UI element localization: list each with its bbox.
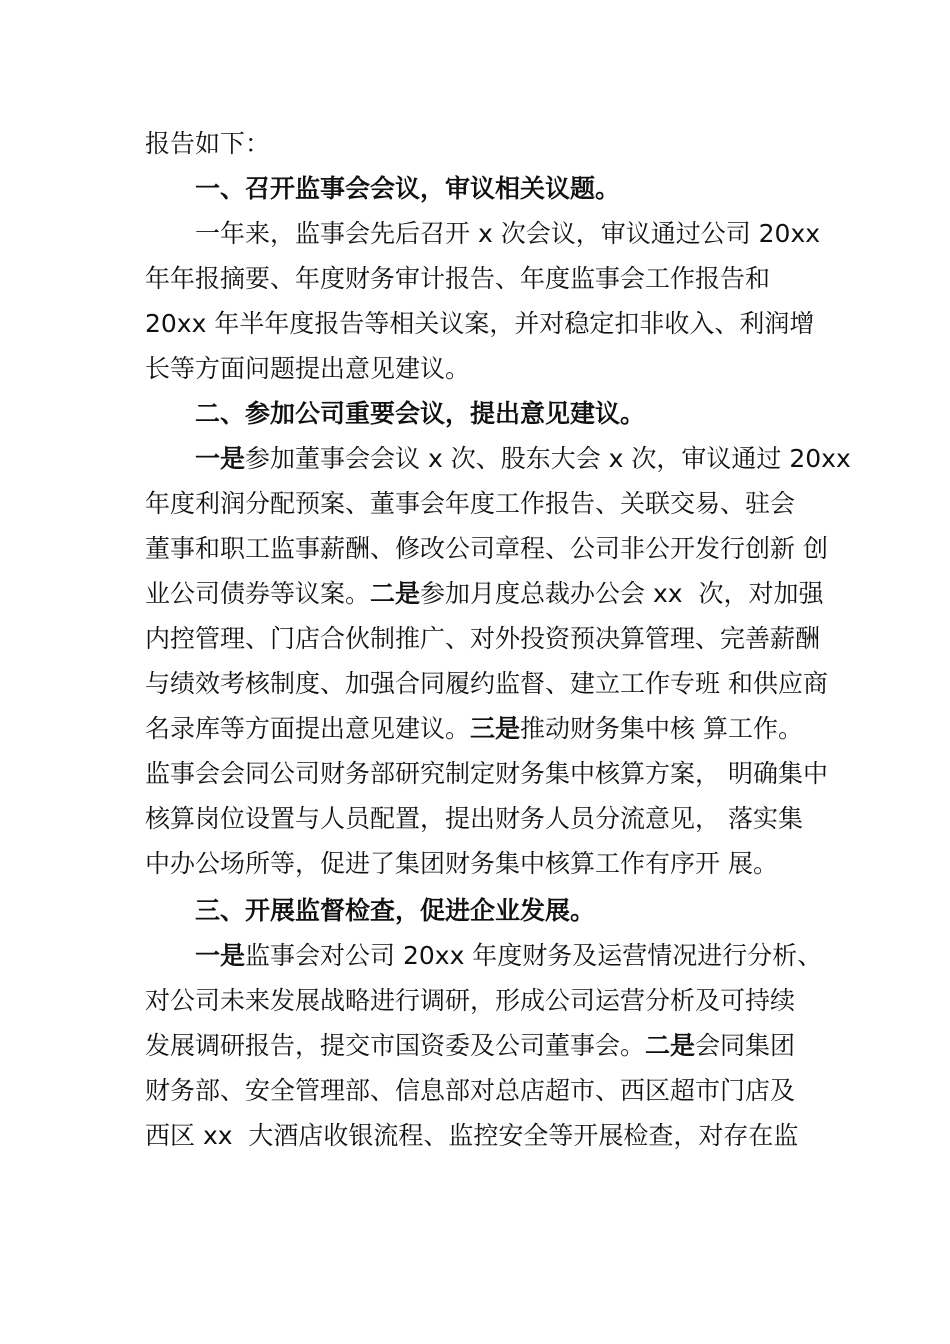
line-text: 董事和职工监事薪酬、修改公司章程、公司非公开发行创新 创 (145, 534, 828, 563)
heading-text: 三、开展监督检查，促进企业发展。 (195, 896, 596, 925)
line-text: 年年报摘要、年度财务审计报告、年度监事会工作报告和 (145, 264, 771, 293)
text-line (145, 667, 828, 701)
text-line (145, 802, 803, 836)
bold-lead-text: 二是 (370, 579, 421, 608)
line-text: 内控管理、门店合伙制推广、对外投资预决算管理、完善薪酬 (145, 624, 821, 653)
line-text: 推动财务集中核 算工作。 (520, 714, 803, 743)
section-heading-1 (195, 172, 620, 206)
line-text: 监事会会同公司财务部研究制定财务集中核算方案， 明确集中 (145, 759, 828, 788)
line-text: 会同集团 (695, 1031, 796, 1060)
line-text: 业公司债券等议案。 (145, 579, 371, 608)
line-text: 对公司未来发展战略进行调研，形成公司运营分析及可持续 (145, 986, 796, 1015)
text-line (145, 1119, 798, 1153)
text-line (145, 757, 828, 791)
heading-text: 一、召开监事会会议，审议相关议题。 (195, 174, 621, 203)
text-line (145, 127, 270, 161)
text-line (145, 352, 470, 386)
line-text: 20xx 年半年度报告等相关议案，并对稳定扣非收入、利润增 (145, 309, 815, 338)
text-line (145, 984, 795, 1018)
line-text: 一年来，监事会先后召开 x 次会议，审议通过公司 20xx (195, 219, 821, 248)
line-text: 长等方面问题提出意见建议。 (145, 354, 471, 383)
line-text: 西区 xx 大酒店收银流程、监控安全等开展检查，对存在监 (145, 1121, 799, 1150)
bold-lead-text: 一是 (195, 444, 246, 473)
text-line (145, 307, 814, 341)
line-text: 核算岗位设置与人员配置，提出财务人员分流意见， 落实集 (145, 804, 803, 833)
text-line (145, 262, 770, 296)
text-line (145, 1074, 795, 1108)
line-text: 年度利润分配预案、董事会年度工作报告、关联交易、驻会 (145, 489, 796, 518)
bold-lead-text: 二是 (645, 1031, 696, 1060)
text-line (145, 532, 828, 566)
line-text: 报告如下： (145, 129, 271, 158)
text-line (195, 939, 822, 973)
bold-lead-text: 三是 (470, 714, 521, 743)
line-text: 与绩效考核制度、加强合同履约监督、建立工作专班 和供应商 (145, 669, 828, 698)
line-text: 财务部、安全管理部、信息部对总店超市、西区超市门店及 (145, 1076, 796, 1105)
section-heading-3 (195, 894, 595, 928)
text-line (195, 442, 851, 476)
text-line (145, 1029, 795, 1063)
line-text: 名录库等方面提出意见建议。 (145, 714, 471, 743)
section-heading-2 (195, 397, 645, 431)
text-line (145, 487, 795, 521)
line-text: 参加董事会会议 x 次、股东大会 x 次，审议通过 20xx (245, 444, 851, 473)
heading-text: 二、参加公司重要会议，提出意见建议。 (195, 399, 646, 428)
text-line (195, 217, 820, 251)
line-text: 发展调研报告，提交市国资委及公司董事会。 (145, 1031, 646, 1060)
text-line (145, 847, 778, 881)
text-line (145, 577, 823, 611)
line-text: 监事会对公司 20xx 年度财务及运营情况进行分析、 (245, 941, 823, 970)
bold-lead-text: 一是 (195, 941, 246, 970)
line-text: 参加月度总裁办公会 xx 次，对加强 (420, 579, 824, 608)
text-line (145, 622, 820, 656)
text-line (145, 712, 803, 746)
line-text: 中办公场所等，促进了集团财务集中核算工作有序开 展。 (145, 849, 778, 878)
